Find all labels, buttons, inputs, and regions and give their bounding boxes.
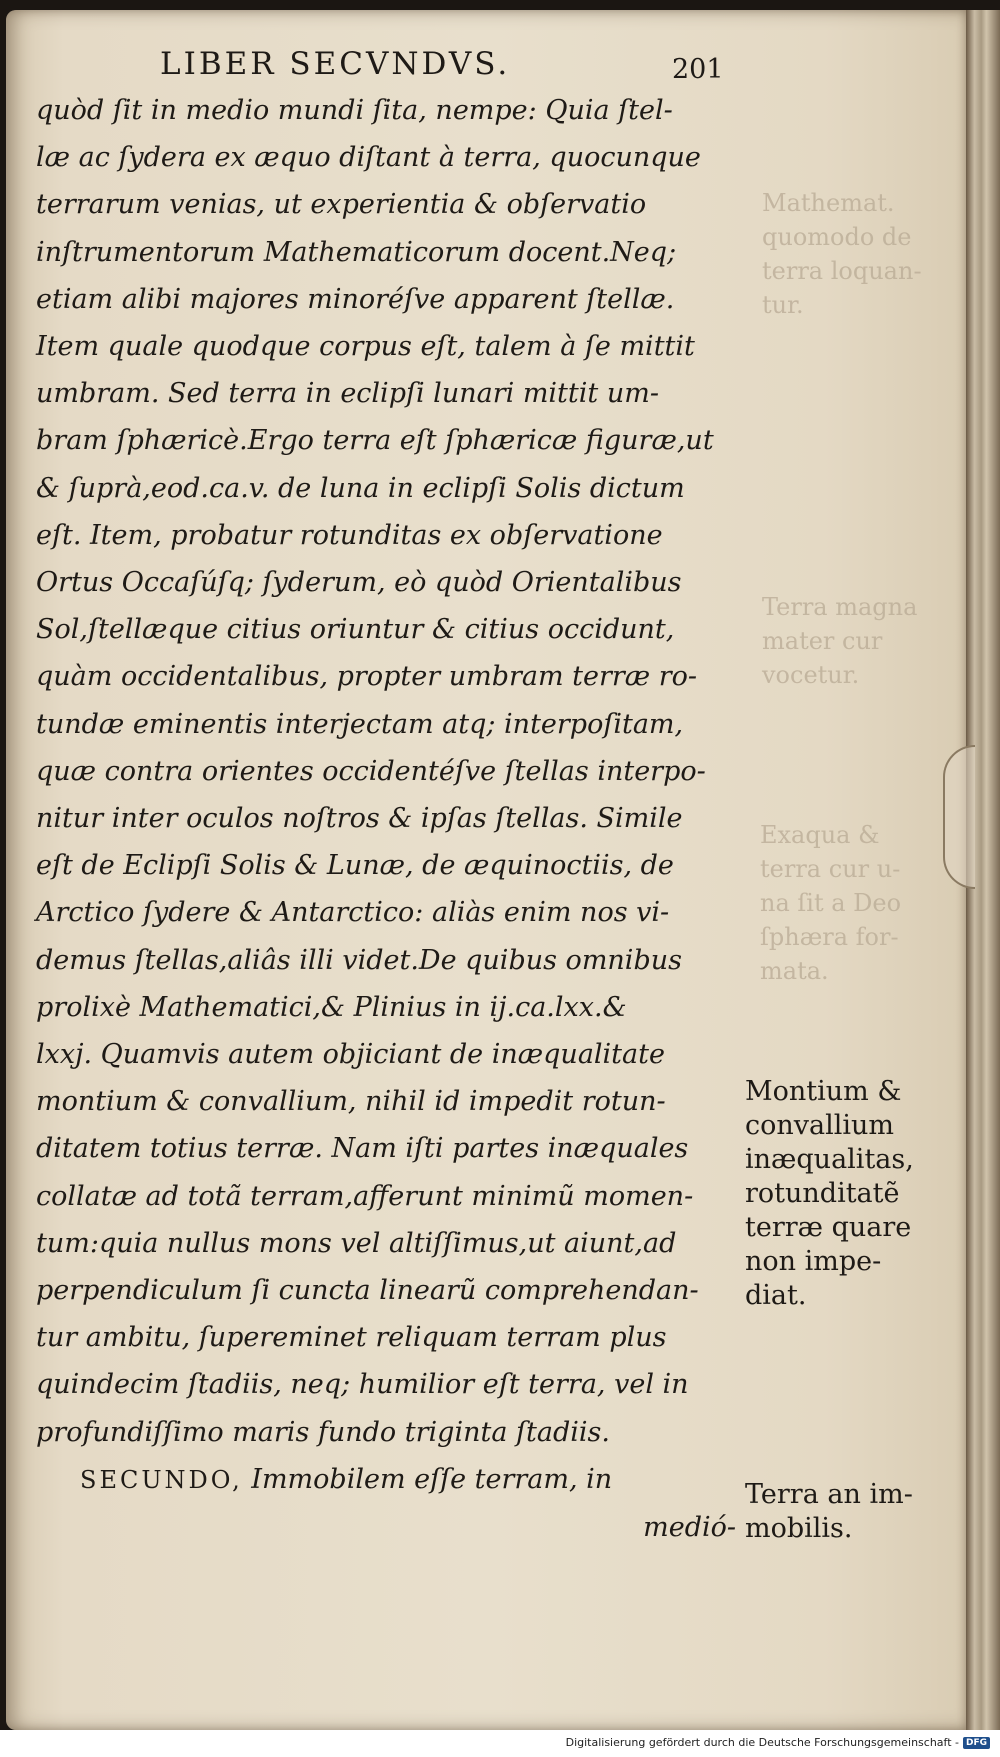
text-line: lxxj. Quamvis autem objiciant de inæqualitate [36,1039,665,1071]
text-line: montium & convallium, nihil id impedit rotun- [36,1086,666,1118]
running-head: LIBER SECVNDVS. [160,46,511,82]
show-through-text-2: Terra magna mater cur vocetur. [762,593,918,689]
dfg-logo-icon: DFG [963,1737,990,1749]
text-line: umbram. Sed terra in eclipſi lunari mittit um- [36,378,659,410]
text-line: collatæ ad totã terram,afferunt minimũ momen- [36,1180,694,1212]
text-line: læ ac ſydera ex æquo diſtant à terra, quocunque [36,142,701,174]
text-line: eſt. Item, probatur rotunditas ex obſervatione [36,519,663,551]
secundo-small-caps: SECUNDO, [80,1465,243,1494]
secundo-text: Immobilem eſſe terram, in [242,1463,613,1495]
credit-text: Digitalisierung gefördert durch die Deutsche Forschungsgemeinschaft - [565,1736,959,1749]
catchword: medió- [643,1512,736,1544]
text-line: inſtrumentorum Mathematicorum docent.Neq; [36,236,677,268]
show-through-text-3: Exaqua & terra cur u- na ſit a Deo ſphæra for- mata. [760,821,902,985]
margin-note-mountains: Montium & convallium inæqualitas, rotunditatẽ terræ quare non impe- diat. [745,1076,914,1311]
text-line: quæ contra orientes occidentéſve ſtellas interpo- [36,755,706,787]
page-number: 201 [672,54,724,85]
margin-note-immobile: Terra an im- mobilis. [745,1479,913,1544]
text-line: Ortus Occaſúſq; ſyderum, eò quòd Orientalibus [36,567,682,599]
text-line: tur ambitu, ſupereminet reliquam terram plus [36,1322,667,1354]
text-line: & ſuprà,eod.ca.v. de luna in eclipſi Solis dictum [36,472,685,504]
secundo-line [36,1456,736,1504]
text-line: Item quale quodque corpus eſt, talem à ſe mittit [36,331,695,363]
text-line: tundæ eminentis interjectam atq; interpoſitam, [36,708,684,740]
text-line: quàm occidentalibus, propter umbram terræ ro- [36,661,698,693]
text-line: etiam alibi majores minoréſve apparent ſtellæ. [36,283,675,315]
text-line: nitur inter oculos noſtros & ipſas ſtellas. Simile [36,803,683,835]
text-line: quindecim ſtadiis, neq; humilior eſt terra, vel in [36,1369,689,1401]
text-line: Arctico ſydere & Antarctico: aliàs enim nos vi- [36,897,670,929]
digitization-credit [566,1736,990,1749]
main-text-block [36,87,736,1551]
text-line: terrarum venias, ut experientia & obſervatio [36,189,647,221]
text-line: profundiſſimo maris fundo triginta ſtadiis. [36,1416,610,1448]
text-line: tum:quia nullus mons vel altiſſimus,ut aiunt,ad [36,1227,677,1259]
text-line: bram ſphæricè.Ergo terra eſt ſphæricæ figuræ,ut [36,425,714,457]
text-line: Sol,ſtellæque citius oriuntur & citius occidunt, [36,614,675,646]
text-line: demus ſtellas,aliâs illi videt.De quibus omnibus [36,944,682,976]
text-line: perpendiculum ſi cuncta linearũ comprehendan- [36,1275,699,1307]
show-through-text-1: Mathemat. quomodo de terra loquan- tur. [762,189,922,319]
text-line: quòd ſit in medio mundi ſita, nempe: Quia ſtel- [36,95,673,126]
text-line: ditatem totius terræ. Nam iſti partes inæquales [36,1133,689,1165]
text-line: eſt de Eclipſi Solis & Lunæ, de æquinoctiis, de [36,850,674,882]
text-line: prolixè Mathematici,& Plinius in ij.ca.lxx.& [36,991,627,1023]
